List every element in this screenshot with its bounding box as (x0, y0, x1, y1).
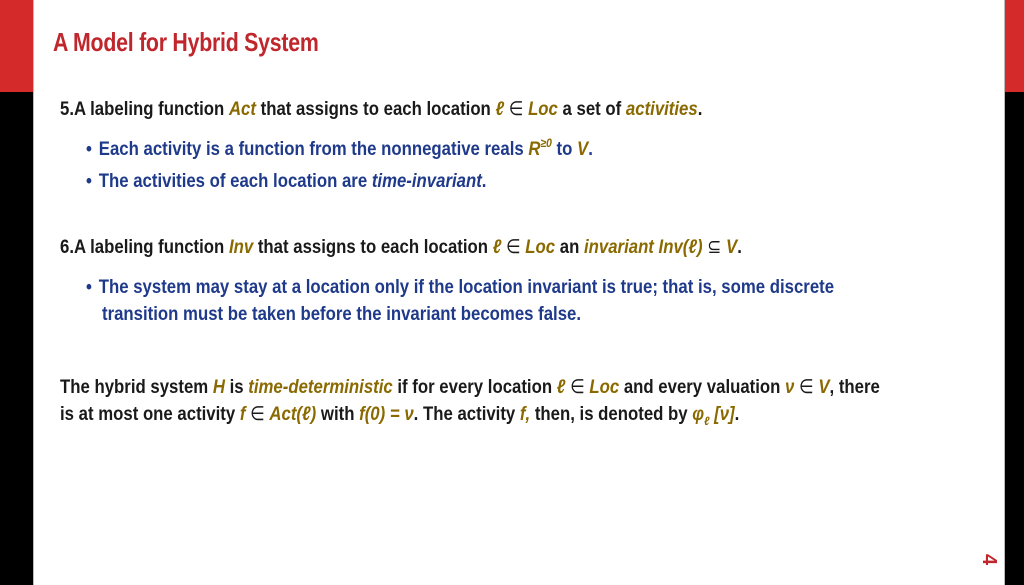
item-5-definition: 5.A labeling function Act that assigns to each location ℓ ∈ Loc a set of activities. (60, 98, 703, 120)
closing-line-1: The hybrid system H is time-deterministic if for every location ℓ ∈ Loc and every valuation ν ∈ V, there (60, 376, 880, 398)
bullet-time-invariant: • The activities of each location are time-invariant. (86, 170, 487, 192)
bullet-invariant-rule: • The system may stay at a location only if the location invariant is true; that is, some discrete (86, 276, 835, 298)
item-6-definition: 6.A labeling function Inv that assigns to each location ℓ ∈ Loc an invariant Inv(ℓ) ⊆ V. (60, 236, 742, 258)
slide-title: A Model for Hybrid System (53, 27, 319, 57)
right-red-accent (1005, 0, 1024, 92)
bullet-activity-function: • Each activity is a function from the nonnegative reals $R^{\ge 0}$ to V. (86, 136, 593, 160)
bullet-invariant-rule-cont: transition must be taken before the invariant becomes false. (102, 303, 582, 325)
closing-line-2: is at most one activity f ∈ Act(ℓ) with f(0) = ν. The activity f, then, is denoted by $\varphi_\ell$ [ν]. (60, 403, 740, 428)
page-number: 4 (977, 553, 1000, 566)
left-red-accent (0, 0, 33, 92)
